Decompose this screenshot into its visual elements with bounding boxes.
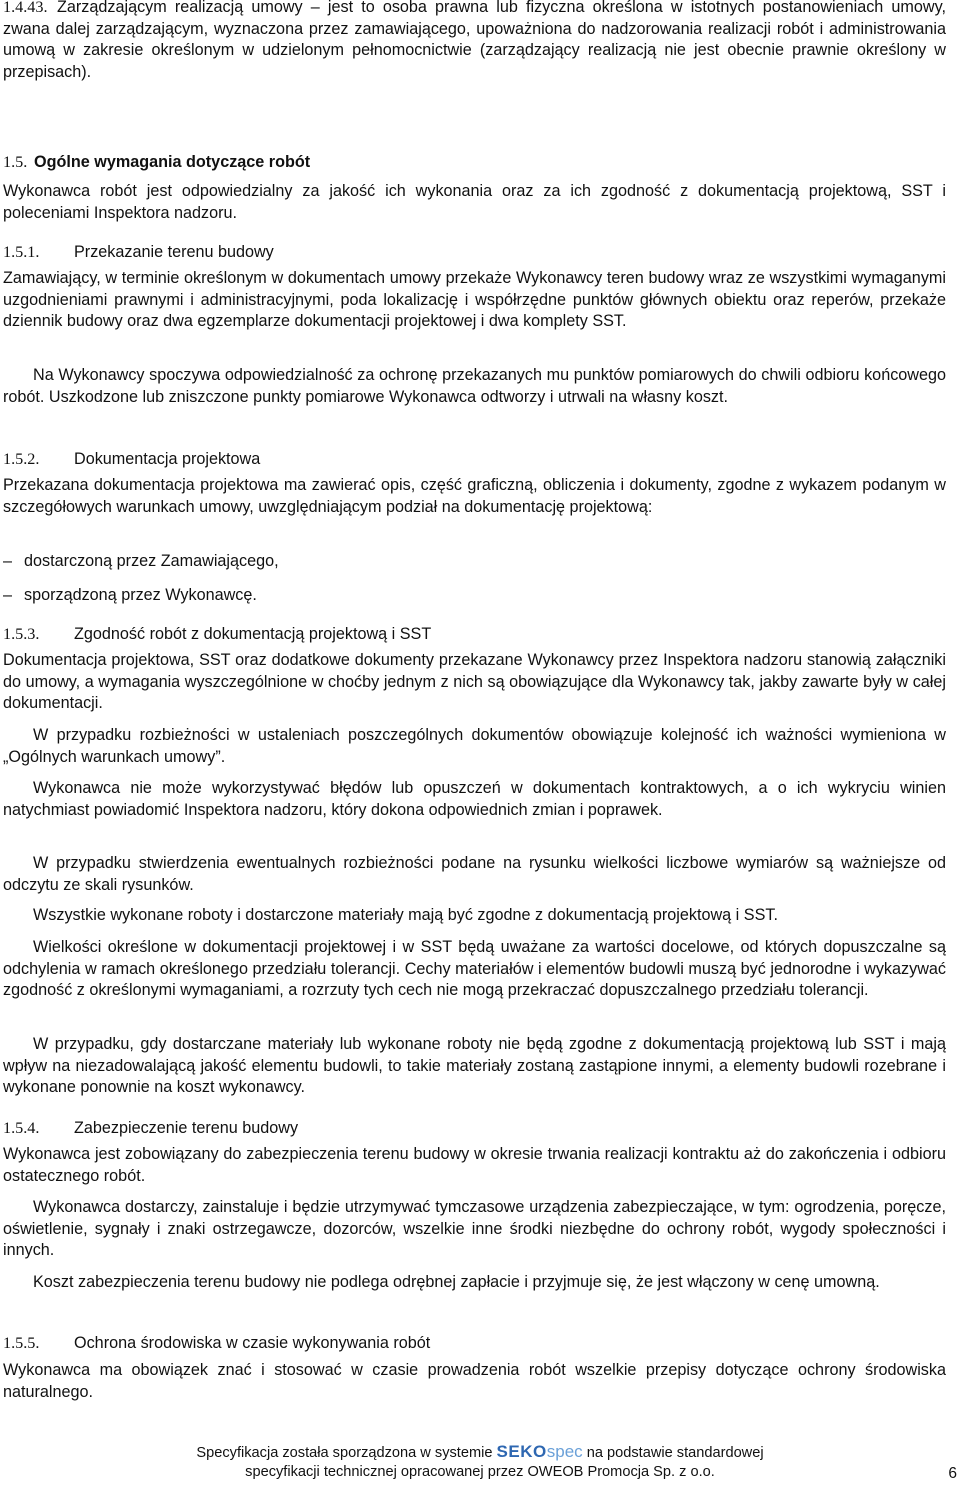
page-number: 6 <box>948 1465 957 1482</box>
footer-line-2: specyfikacji technicznej opracowanej przez OWEOB Promocja Sp. z o.o. <box>245 1464 715 1480</box>
paragraph: Przekazana dokumentacja projektowa ma zawierać opis, część graficzną, obliczenia i dokumenty, zgodne z wykazem podanym w szczegółowych warunkach umowy, uwzględniającym podział na dokumentację projektową: <box>3 476 946 516</box>
list-item <box>3 551 279 573</box>
section-number: 1.5.1. <box>3 243 40 261</box>
paragraph: Wykonawca nie może wykorzystywać błędów lub opuszczeń w dokumentach kontraktowych, a o ich wykryciu winien natychmiast powiadomić Inspektora nadzoru, który dokona odpowiednich zmian i poprawek. <box>3 779 946 819</box>
section-title: Zgodność robót z dokumentacją projektową i SST <box>74 625 432 643</box>
paragraph: Koszt zabezpieczenia terenu budowy nie podlega odrębnej zapłacie i przyjmuje się, że jest włączony w cenę umowną. <box>33 1273 880 1291</box>
section-title: Ogólne wymagania dotyczące robót <box>34 153 311 171</box>
definition-number: 1.4.43. <box>3 0 48 16</box>
paragraph: Wykonawca ma obowiązek znać i stosować w czasie prowadzenia robót wszelkie przepisy dotyczące ochrony środowiska naturalnego. <box>3 1361 946 1401</box>
paragraph: W przypadku rozbieżności w ustaleniach poszczególnych dokumentów obowiązuje kolejność ich ważności wymieniona w „Ogólnych warunkach umowy”. <box>3 726 946 766</box>
section-number: 1.5.5. <box>3 1334 40 1352</box>
footer-line-1 <box>0 1442 960 1463</box>
section-number: 1.5.2. <box>3 450 40 468</box>
section-1-5-text: Wykonawca robót jest odpowiedzialny za jakość ich wykonania oraz za ich zgodność z dokumentacją projektową, SST i poleceniami Inspektora nadzoru. <box>3 182 946 222</box>
definition-text: Zarządzającym realizacją umowy – jest to osoba prawna lub fizyczna określona w istotnych postanowieniach umowy, zwana dalej zarządzającym, wyznaczona przez zamawiającego, upoważniona do nadzorowania realizacji robót i administrowania umową w zakresie określonym w udzielonym pełnomocnictwie (zarządzający realizacją nie jest obecnie prawnie określony w przepisach). <box>3 0 946 81</box>
footer-text: na podstawie standardowej <box>586 1445 764 1461</box>
list-item <box>3 585 257 607</box>
paragraph: Wielkości określone w dokumentacji projektowej i w SST będą uważane za wartości docelowe, od których dopuszczalne są odchylenia w ramach określonego przedziału tolerancji. Cechy materiałów i elementów budowli muszą być jednorodne i wykazywać zgodność z określonymi wymaganiami, a rozrzuty tych cech nie mogą przekraczać dopuszczalnego przedziału tolerancji. <box>3 938 946 999</box>
section-heading-1-5-3 <box>3 624 431 646</box>
paragraph: Na Wykonawcy spoczywa odpowiedzialność za ochronę przekazanych mu punktów pomiarowych do chwili odbioru końcowego robót. Uszkodzone lub zniszczone punkty pomiarowe Wykonawca odtworzy i utrwali na własny koszt. <box>3 366 946 406</box>
section-title: Dokumentacja projektowa <box>74 450 261 468</box>
section-title: Przekazanie terenu budowy <box>74 243 274 261</box>
section-title: Ochrona środowiska w czasie wykonywania robót <box>74 1334 431 1352</box>
paragraph: Zamawiający, w terminie określonym w dokumentach umowy przekaże Wykonawcy teren budowy wraz ze wszystkimi wymaganymi uzgodnieniami prawnymi i administracyjnymi, poda lokalizację i współrzędne punktów głównych obiektu oraz reperów, przekaże dziennik budowy oraz dwa egzemplarze dokumentacji projektowej i dwa komplety SST. <box>3 269 946 330</box>
section-heading-1-5 <box>3 152 310 174</box>
section-heading-1-5-5 <box>3 1333 430 1355</box>
paragraph: Dokumentacja projektowa, SST oraz dodatkowe dokumenty przekazane Wykonawcy przez Inspektora nadzoru stanowią załączniki do umowy, a wymagania wyszczególnione w choćby jednym z nich są obowiązujące dla Wykonawcy tak, jakby zawarte były w całej dokumentacji. <box>3 651 946 712</box>
paragraph: Wszystkie wykonane roboty i dostarczone materiały mają być zgodne z dokumentacją projektową i SST. <box>33 906 778 924</box>
section-title: Zabezpieczenie terenu budowy <box>74 1119 299 1137</box>
section-heading-1-5-2 <box>3 449 260 471</box>
section-number: 1.5.4. <box>3 1119 40 1137</box>
dash-bullet: – <box>3 586 13 604</box>
dash-bullet: – <box>3 552 13 570</box>
list-item-text: sporządzoną przez Wykonawcę. <box>24 586 257 604</box>
paragraph: W przypadku, gdy dostarczane materiały lub wykonane roboty nie będą zgodne z dokumentacją projektową lub SST i mają wpływ na niezadowalającą jakość elementu budowli, to takie materiały zostaną zastąpione innymi, a elementy budowli rozebrane i wykonane ponownie na koszt wykonawcy. <box>3 1035 946 1096</box>
footer-text: Specyfikacja została sporządzona w systemie <box>196 1445 493 1461</box>
section-heading-1-5-4 <box>3 1118 298 1140</box>
paragraph: Wykonawca dostarczy, zainstaluje i będzie utrzymywać tymczasowe urządzenia zabezpieczające, w tym: ogrodzenia, poręcze, oświetlenie, sygnały i znaki ostrzegawcze, dozorców, wszelkie inne środki niezbędne do ochrony robót, wygody społeczności i innych. <box>3 1198 946 1259</box>
sekospec-logo: SEKOspec <box>496 1442 583 1461</box>
section-number: 1.5. <box>3 153 28 171</box>
section-number: 1.5.3. <box>3 625 40 643</box>
list-item-text: dostarczoną przez Zamawiającego, <box>24 552 279 570</box>
paragraph: W przypadku stwierdzenia ewentualnych rozbieżności podane na rysunku wielkości liczbowe wymiarów są ważniejsze od odczytu ze skali rysunków. <box>3 854 946 894</box>
section-heading-1-5-1 <box>3 242 274 264</box>
definition-1-4-43 <box>3 0 946 83</box>
paragraph: Wykonawca jest zobowiązany do zabezpieczenia terenu budowy w okresie trwania realizacji kontraktu aż do zakończenia i odbioru ostatecznego robót. <box>3 1145 946 1185</box>
